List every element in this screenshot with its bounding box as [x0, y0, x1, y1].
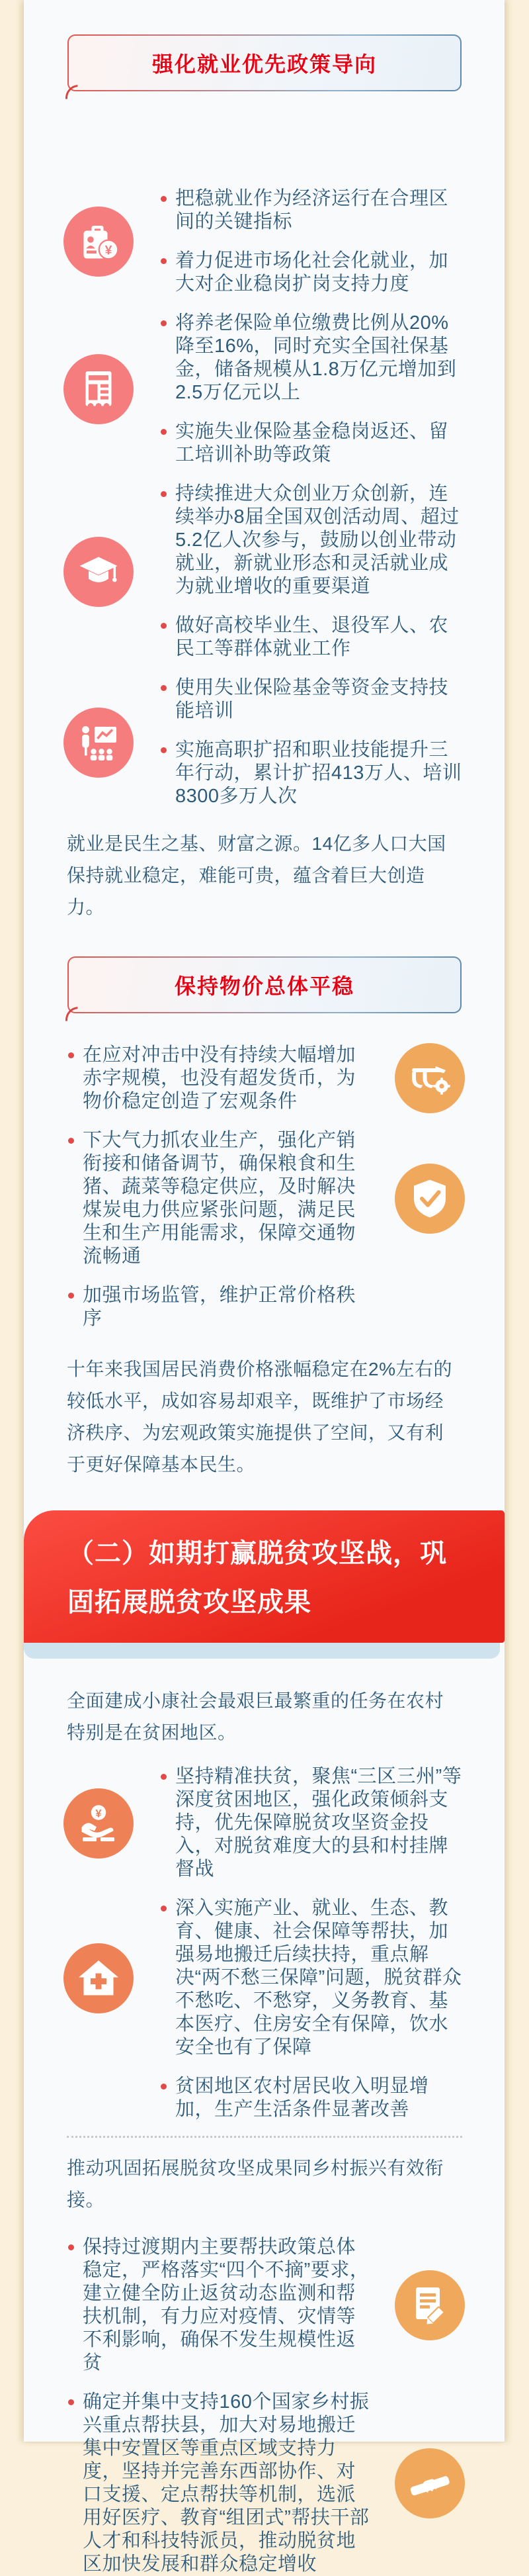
dotted-divider	[67, 2136, 462, 2138]
bullet-text-column	[155, 483, 462, 661]
bullet-item: 下大气力抓农业生产，强化产销衔接和储备调节，确保粮食和生猪、蔬菜等稳定供应，及时解决煤炭电力供应紧张问题，满足民生和生产用能需求，保障交通物流畅通	[83, 1129, 374, 1268]
bullet-list	[83, 2236, 374, 2375]
infographic-content	[24, 0, 505, 2575]
bullet-group-row	[24, 1765, 505, 1881]
skills-training-icon	[63, 708, 134, 778]
svg-text:¥: ¥	[95, 1807, 102, 1819]
bullet-text-column	[155, 312, 462, 467]
icon-column	[374, 2448, 486, 2518]
shield-check-icon	[395, 1164, 465, 1234]
farm-machinery-icon	[395, 1043, 465, 1113]
bullet-list	[83, 2391, 374, 2576]
bullet-section-employment-points	[24, 187, 505, 808]
bullet-group-row	[24, 2075, 505, 2121]
icon-column	[374, 1164, 486, 1234]
bullet-text-column	[155, 1765, 462, 1881]
bullet-group-row	[24, 676, 505, 808]
icon-column	[42, 537, 155, 607]
bullet-item: 使用失业保险基金等资金支持技能培训	[175, 676, 462, 723]
banner-shadow-strip	[24, 1643, 500, 1659]
bullet-item: 贫困地区农村居民收入明显增加，生产生活条件显著改善	[175, 2075, 462, 2121]
icon-column	[374, 2270, 486, 2340]
bullet-group-row	[24, 187, 505, 296]
bullet-group-row	[24, 1284, 505, 1330]
bullet-item: 在应对冲击中没有持续大幅增加赤字规模，也没有超发货币，为物价稳定创造了宏观条件	[83, 1044, 374, 1113]
summary-paragraph: 就业是民生之基、财富之源。14亿多人口大国保持就业稳定，难能可贵，蕴含着巨大创造力。	[67, 833, 446, 917]
graduation-cap-icon	[63, 537, 134, 607]
bullet-text-column	[155, 676, 462, 808]
bullet-list	[83, 1044, 374, 1113]
bullet-text-column	[155, 1897, 462, 2059]
svg-text:¥: ¥	[104, 243, 112, 258]
bullet-text-column	[67, 2236, 374, 2375]
bullet-item: 实施失业保险基金稳岗返还、留工培训补助等政策	[175, 420, 462, 467]
bullet-group-row	[24, 1129, 505, 1268]
bullet-item: 做好高校毕业生、退役军人、农民工等群体就业工作	[175, 614, 462, 661]
bullet-list	[175, 483, 462, 661]
summary-paragraph: 推动巩固拓展脱贫攻坚成果同乡村振兴有效衔接。	[67, 2158, 444, 2210]
bullet-section-revitalization-points	[24, 2236, 505, 2576]
bullet-group-row	[24, 2236, 505, 2375]
document-pencil-icon	[395, 2270, 465, 2340]
bullet-text-column	[67, 1129, 374, 1268]
bullet-section-price-points	[24, 1043, 505, 1330]
icon-column	[42, 207, 155, 277]
section-header-box-price-header	[67, 956, 462, 1013]
bullet-item: 确定并集中支持160个国家乡村振兴重点帮扶县，加大对易地搬迁集中安置区等重点区域支持力度，坚持并完善东西部协作、对口支援、定点帮扶等机制，选派用好医疗、教育“组团式”帮扶干部人才和科技特派员，推动脱贫地区加快发展和群众稳定增收	[83, 2391, 374, 2576]
bullet-text-column	[67, 1284, 374, 1330]
bullet-group-row	[24, 1897, 505, 2059]
bullet-group-row	[24, 2391, 505, 2576]
hands-coin-icon	[63, 1788, 134, 1859]
bullet-list	[175, 1897, 462, 2059]
bullet-item: 持续推进大众创业万众创新，连续举办8届全国双创活动周、超过5.2亿人次参与，鼓励以创业带动就业，新就业形态和灵活就业成为就业增收的重要渠道	[175, 483, 462, 598]
section-header-box-employment-header	[67, 34, 462, 91]
summary-paragraph: 十年来我国居民消费价格涨幅稳定在2%左右的较低水平，成如容易却艰辛，既维护了市场经济秩序、为宏观政策实施提供了空间，又有利于更好保障基本民生。	[67, 1359, 452, 1475]
bullet-list	[175, 312, 462, 467]
bullet-group-row	[24, 1043, 505, 1113]
bullet-list	[175, 1765, 462, 1881]
section-header-inner	[69, 36, 460, 90]
bullet-item: 将养老保险单位缴费比例从20%降至16%，同时充实全国社保基金，储备规模从1.8万亿元增加到2.5万亿元以上	[175, 312, 462, 404]
bullet-group-row	[24, 483, 505, 661]
icon-column	[42, 354, 155, 424]
bullet-item: 加强市场监管，维护正常价格秩序	[83, 1284, 374, 1330]
bullet-text-column	[67, 1044, 374, 1113]
briefcase-idcard-icon	[63, 207, 134, 277]
bullet-text-column	[155, 2075, 462, 2121]
bullet-section-poverty-points	[24, 1765, 505, 2121]
bullet-text-column	[67, 2391, 374, 2576]
bullet-list	[175, 2075, 462, 2121]
section-title: 保持物价总体平稳	[174, 974, 354, 998]
handshake-icon	[395, 2448, 465, 2518]
section-header-inner	[69, 958, 460, 1012]
bullet-list	[175, 187, 462, 296]
bullet-item: 坚持精准扶贫，聚焦“三区三州”等深度贫困地区，强化政策倾斜支持，优先保障脱贫攻坚资金投入，对脱贫难度大的县和村挂牌督战	[175, 1766, 462, 1880]
section-banner-title: （二）如期打赢脱贫攻坚战，巩固拓展脱贫攻坚成果	[67, 1539, 447, 1617]
bullet-item: 着力促进市场化社会化就业，加大对企业稳岗扩岗支持力度	[175, 250, 462, 296]
icon-column	[42, 1943, 155, 2013]
icon-column	[42, 708, 155, 778]
bullet-item: 深入实施产业、就业、生态、教育、健康、社会保障等帮扶，加强易地搬迁后续扶持，重点解决“两不愁三保障”问题，脱贫群众不愁吃、不愁穿，义务教育、基本医疗、住房安全有保障，饮水安全也有了保障	[175, 1898, 462, 2058]
bullet-group-row	[24, 312, 505, 467]
icon-column	[374, 1043, 486, 1113]
bullet-item: 保持过渡期内主要帮扶政策总体稳定，严格落实“四个不摘”要求，建立健全防止返贫动态监测和帮扶机制，有力应对疫情、灾情等不利影响，确保不发生规模性返贫	[83, 2236, 374, 2375]
bullet-list	[175, 676, 462, 808]
bullet-item: 实施高职扩招和职业技能提升三年行动，累计扩招413万人、培训8300多万人次	[175, 739, 462, 807]
icon-column	[42, 1788, 155, 1859]
bullet-list	[83, 1284, 374, 1330]
summary-paragraph: 全面建成小康社会最艰巨最繁重的任务在农村特别是在贫困地区。	[67, 1690, 444, 1743]
bullet-list	[83, 1129, 374, 1268]
house-medical-icon	[63, 1943, 134, 2013]
bullet-item: 把稳就业作为经济运行在合理区间的关键指标	[175, 187, 462, 234]
section-title: 强化就业优先政策导向	[151, 52, 377, 76]
insurance-receipt-icon	[63, 354, 134, 424]
section-banner	[24, 1510, 505, 1643]
bullet-text-column	[155, 187, 462, 296]
